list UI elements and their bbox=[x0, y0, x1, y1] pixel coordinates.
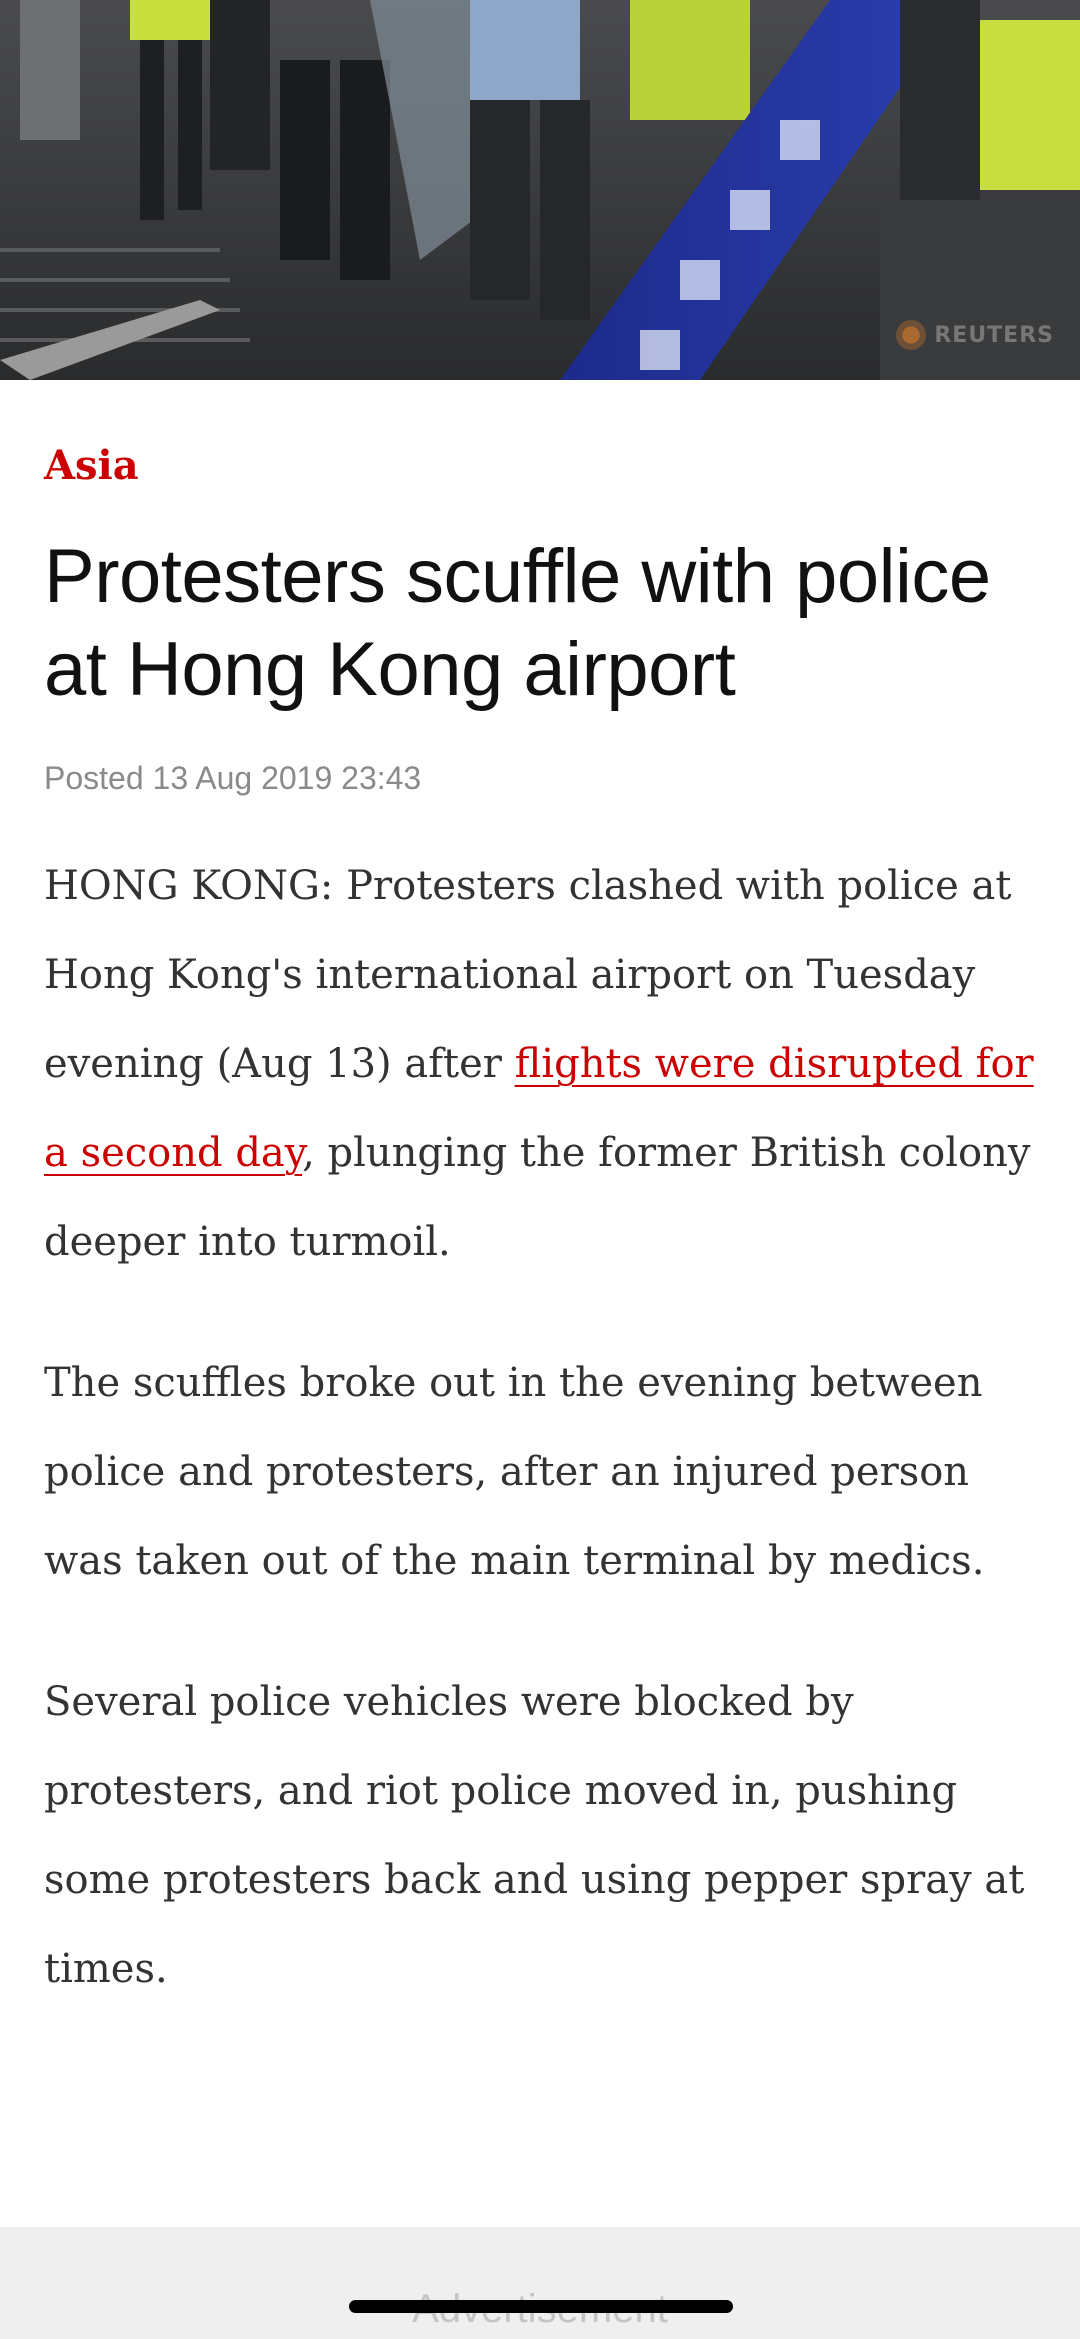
home-indicator[interactable] bbox=[349, 2300, 733, 2313]
hero-photo[interactable] bbox=[0, 0, 1080, 380]
advertisement-block[interactable] bbox=[0, 2227, 1080, 2339]
reuters-logo-icon bbox=[896, 320, 926, 350]
article-headline: Protesters scuffle with police at Hong Kong airport bbox=[44, 534, 991, 712]
posted-date: Posted 13 Aug 2019 23:43 bbox=[44, 760, 422, 796]
article-category-link[interactable]: Asia bbox=[44, 442, 139, 489]
article-paragraph-2: The scuffles broke out in the evening between police and protesters, after an injured person was taken out of the main terminal by medics. bbox=[44, 1360, 985, 1584]
article-paragraph-3: Several police vehicles were blocked by protesters, and riot police moved in, pushing some protesters back and using pepper spray at times. bbox=[44, 1679, 1025, 1992]
article bbox=[44, 380, 1036, 2066]
reuters-watermark-text: REUTERS bbox=[934, 322, 1054, 348]
paragraph-1-text-start: HONG KONG: Protesters clashed with police at Hong Kong's international airport on Tuesday evening (Aug 13) after bbox=[44, 863, 1012, 1087]
disrupted-flights-link[interactable]: flights were disrupted for a second day bbox=[44, 1041, 1034, 1176]
paragraph-1-text-end: , plunging the former British colony deeper into turmoil. bbox=[44, 1130, 1031, 1265]
article-paragraph-1 bbox=[44, 842, 1036, 1287]
reuters-watermark bbox=[896, 320, 1054, 350]
article-body bbox=[44, 842, 1036, 2014]
